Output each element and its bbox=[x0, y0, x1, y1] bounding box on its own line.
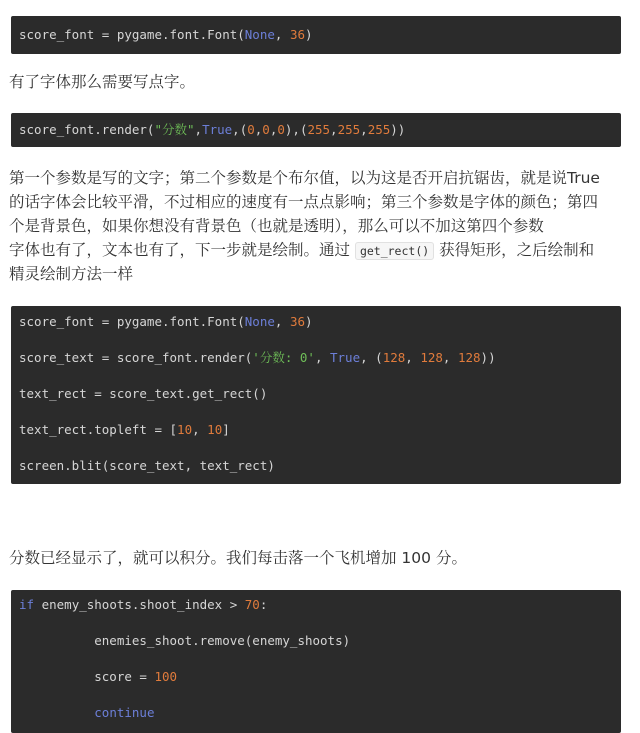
code-line bbox=[19, 26, 313, 44]
inline-code-get-rect: get_rect() bbox=[355, 242, 434, 260]
code-block-score-increment bbox=[11, 590, 621, 733]
code-token: ) bbox=[305, 314, 313, 329]
paragraph-line bbox=[9, 238, 629, 262]
paragraph-write-text bbox=[9, 70, 629, 94]
code-token: )) bbox=[480, 350, 496, 365]
code-number: 0 bbox=[277, 122, 285, 137]
code-block-draw-score bbox=[11, 306, 621, 484]
code-token: )) bbox=[390, 122, 406, 137]
code-block-font bbox=[11, 16, 621, 54]
paragraph-line: 个是背景色，如果你想没有背景色（也就是透明），那么可以不加这第四个参数 bbox=[9, 217, 544, 235]
code-number: 10 bbox=[207, 422, 223, 437]
code-keyword: True bbox=[202, 122, 233, 137]
code-number: 100 bbox=[154, 669, 178, 684]
code-number: 0 bbox=[247, 122, 255, 137]
code-number: 128 bbox=[382, 350, 406, 365]
code-number: 70 bbox=[244, 597, 260, 612]
code-line bbox=[19, 313, 313, 331]
code-token: text_rect = score_text.get_rect() bbox=[19, 386, 268, 401]
code-string: "分数" bbox=[154, 122, 195, 137]
code-keyword: continue bbox=[94, 705, 155, 720]
code-token: ),( bbox=[284, 122, 308, 137]
code-token: score = bbox=[19, 669, 155, 684]
code-token: , ( bbox=[360, 350, 383, 365]
code-token: , bbox=[254, 122, 263, 137]
code-token: ) bbox=[305, 27, 313, 42]
code-token: , bbox=[274, 314, 290, 329]
code-token: enemies_shoot.remove(enemy_shoots) bbox=[19, 633, 351, 648]
code-token: , bbox=[274, 27, 290, 42]
code-line bbox=[19, 421, 230, 439]
code-token bbox=[19, 705, 94, 720]
code-block-render bbox=[11, 113, 621, 147]
code-token: : bbox=[259, 597, 268, 612]
code-number: 255 bbox=[307, 122, 331, 137]
code-line bbox=[19, 349, 496, 367]
code-line bbox=[19, 121, 405, 139]
paragraph-text: 字体也有了，文本也有了，下一步就是绘制。通过 bbox=[9, 241, 355, 259]
paragraph-text: 获得矩形，之后绘制和 bbox=[434, 241, 595, 259]
code-token: screen.blit(score_text, text_rect) bbox=[19, 458, 275, 473]
code-number: 128 bbox=[420, 350, 443, 365]
paragraph-line: 分数已经显示了，就可以积分。我们每击落一个飞机增加 100 分。 bbox=[9, 549, 467, 567]
code-keyword: if bbox=[19, 597, 35, 612]
code-line bbox=[19, 704, 154, 722]
code-token: score_text = score_font.render( bbox=[19, 350, 253, 365]
code-token: , bbox=[442, 350, 458, 365]
code-token: , bbox=[314, 350, 330, 365]
code-token: enemy_shoots.shoot_index > bbox=[34, 597, 245, 612]
code-token: text_rect.topleft = [ bbox=[19, 422, 178, 437]
code-line bbox=[19, 668, 177, 686]
code-token: , bbox=[405, 350, 421, 365]
code-token: score_font = pygame.font.Font( bbox=[19, 314, 245, 329]
code-token: score_font = pygame.font.Font( bbox=[19, 27, 245, 42]
code-token: , bbox=[360, 122, 368, 137]
paragraph-line: 精灵绘制方法一样 bbox=[9, 265, 134, 283]
code-line bbox=[19, 385, 267, 403]
code-number: 36 bbox=[289, 314, 306, 329]
code-number: 10 bbox=[177, 422, 193, 437]
code-string: '分数: 0' bbox=[252, 350, 315, 365]
code-line bbox=[19, 457, 275, 475]
code-keyword: None bbox=[244, 27, 275, 42]
code-token: , bbox=[192, 422, 208, 437]
code-token: score_font.render( bbox=[19, 122, 155, 137]
code-token: ,( bbox=[232, 122, 248, 137]
paragraph-line: 有了字体那么需要写点字。 bbox=[9, 73, 196, 91]
code-line bbox=[19, 596, 267, 614]
paragraph-line: 第一个参数是写的文字；第二个参数是个布尔值，以为这是否开启抗锯齿，就是说True bbox=[9, 169, 600, 187]
paragraph-render-params bbox=[9, 166, 629, 286]
code-keyword: True bbox=[330, 350, 361, 365]
code-token: , bbox=[194, 122, 203, 137]
code-token: , bbox=[330, 122, 338, 137]
code-number: 255 bbox=[337, 122, 361, 137]
code-number: 0 bbox=[262, 122, 270, 137]
code-token: ] bbox=[222, 422, 230, 437]
code-line bbox=[19, 632, 350, 650]
code-keyword: None bbox=[244, 314, 275, 329]
paragraph-scoring bbox=[9, 546, 629, 570]
code-token: , bbox=[269, 122, 278, 137]
paragraph-line: 的话字体会比较平滑，不过相应的速度有一点点影响；第三个参数是字体的颜色；第四 bbox=[9, 193, 599, 211]
code-number: 128 bbox=[457, 350, 481, 365]
code-number: 255 bbox=[367, 122, 391, 137]
code-number: 36 bbox=[289, 27, 306, 42]
